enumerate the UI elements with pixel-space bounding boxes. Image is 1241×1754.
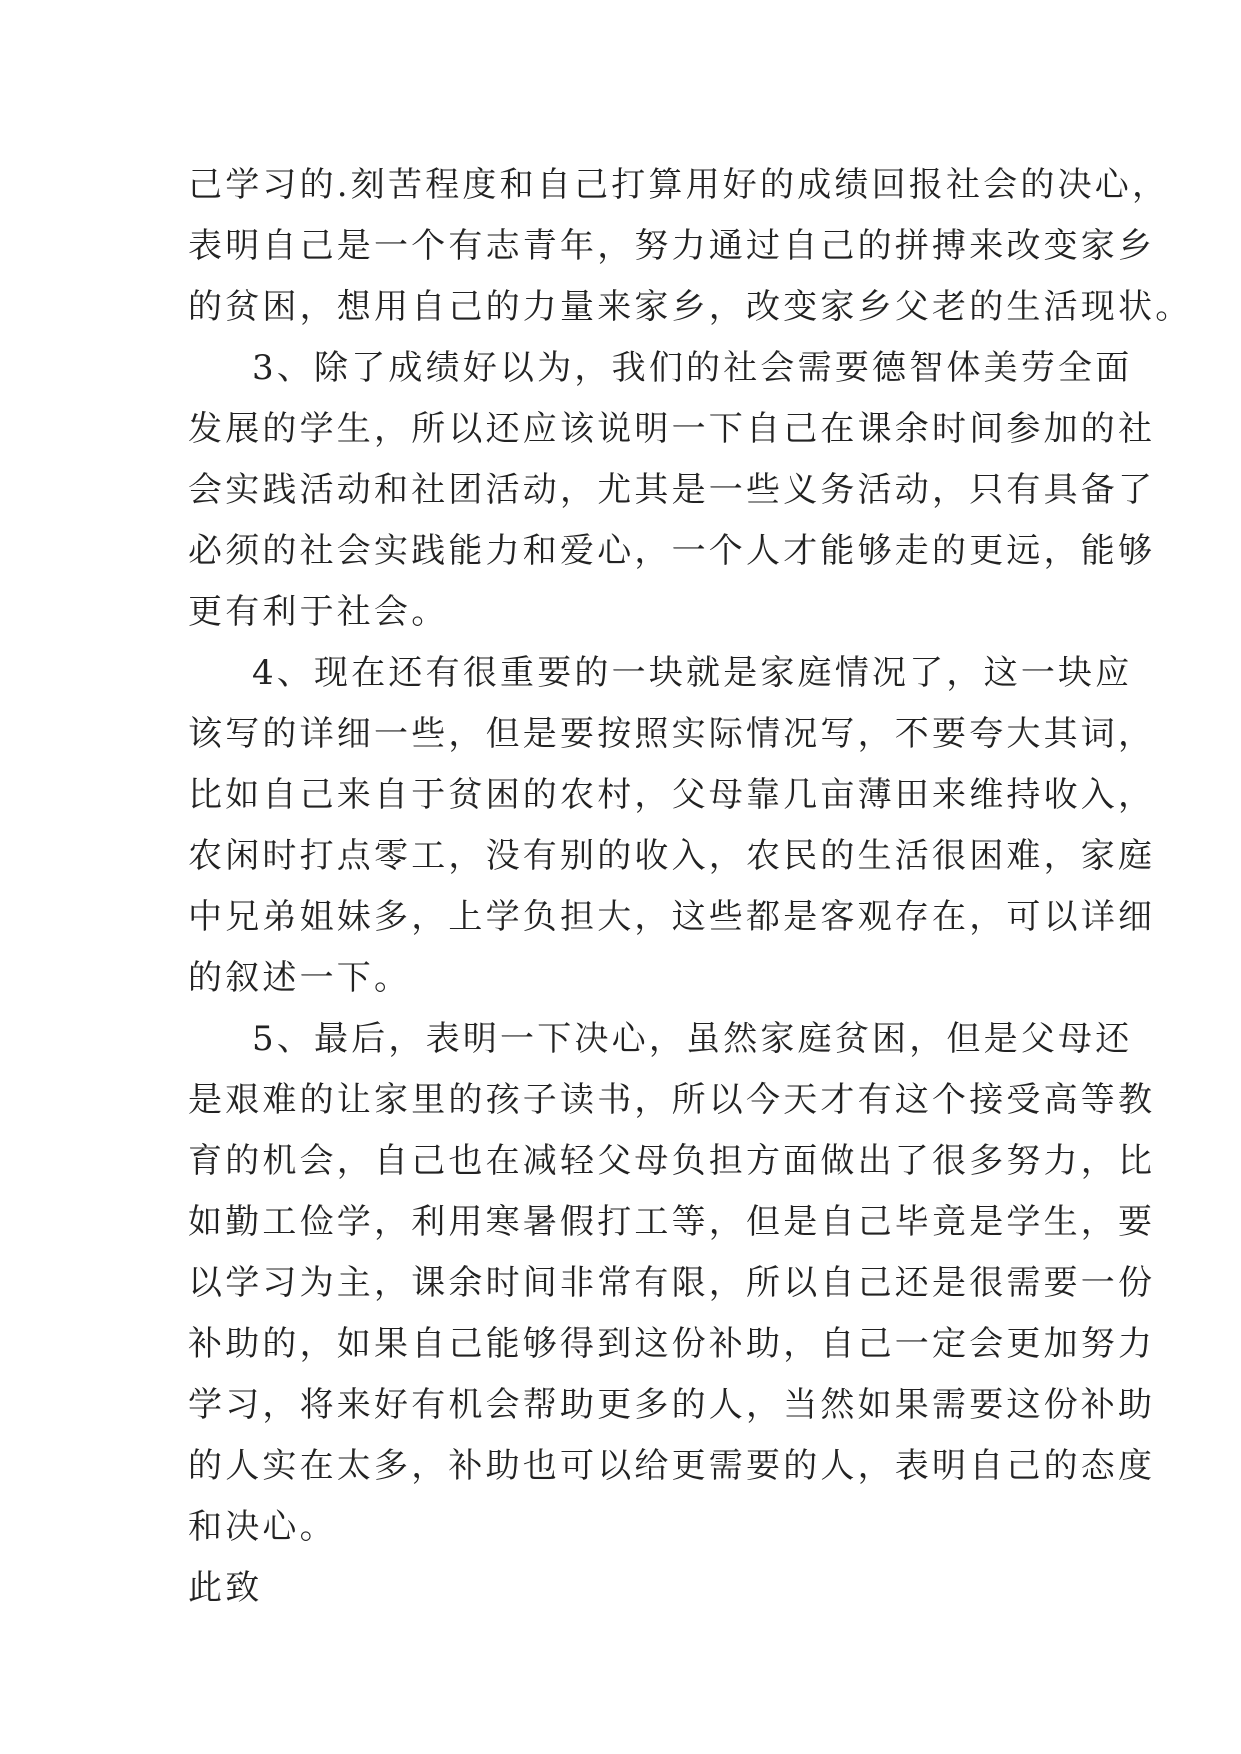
paragraph-line: 比如自己来自于贫困的农村，父母靠几亩薄田来维持收入，: [188, 775, 1156, 815]
paragraph-line: 和决心。: [188, 1507, 337, 1547]
paragraph-line: 该写的详细一些，但是要按照实际情况写，不要夸大其词，: [188, 714, 1156, 754]
closing-salutation: 此致: [188, 1568, 263, 1608]
document-body: [188, 155, 1193, 1619]
paragraph-4-first-line: 4、现在还有很重要的一块就是家庭情况了，这一块应: [252, 653, 1133, 693]
paragraph-line: 农闲时打点零工，没有别的收入，农民的生活很困难，家庭: [188, 836, 1156, 876]
paragraph-line: 的贫困，想用自己的力量来家乡，改变家乡父老的生活现状。: [188, 287, 1193, 327]
paragraph-line: 的叙述一下。: [188, 958, 412, 998]
paragraph-3-first-line: 3、除了成绩好以为，我们的社会需要德智体美劳全面: [252, 348, 1133, 388]
paragraph-line: 表明自己是一个有志青年，努力通过自己的拼搏来改变家乡: [188, 226, 1156, 266]
paragraph-line: 学习，将来好有机会帮助更多的人，当然如果需要这份补助: [188, 1385, 1156, 1425]
paragraph-line: 会实践活动和社团活动，尤其是一些义务活动，只有具备了: [188, 470, 1156, 510]
paragraph-5-first-line: 5、最后，表明一下决心，虽然家庭贫困，但是父母还: [252, 1019, 1133, 1059]
paragraph-line: 育的机会，自己也在减轻父母负担方面做出了很多努力，比: [188, 1141, 1156, 1181]
paragraph-line: 的人实在太多，补助也可以给更需要的人，表明自己的态度: [188, 1446, 1156, 1486]
paragraph-line: 必须的社会实践能力和爱心，一个人才能够走的更远，能够: [188, 531, 1156, 571]
paragraph-line: 更有利于社会。: [188, 592, 449, 632]
paragraph-line: 发展的学生，所以还应该说明一下自己在课余时间参加的社: [188, 409, 1156, 449]
paragraph-line: 补助的，如果自己能够得到这份补助，自己一定会更加努力: [188, 1324, 1156, 1364]
paragraph-line: 是艰难的让家里的孩子读书，所以今天才有这个接受高等教: [188, 1080, 1156, 1120]
paragraph-line: 如勤工俭学，利用寒暑假打工等，但是自己毕竟是学生，要: [188, 1202, 1156, 1242]
paragraph-line: 中兄弟姐妹多，上学负担大，这些都是客观存在，可以详细: [188, 897, 1156, 937]
paragraph-line: 己学习的.刻苦程度和自己打算用好的成绩回报社会的决心，: [188, 165, 1170, 205]
paragraph-line: 以学习为主，课余时间非常有限，所以自己还是很需要一份: [188, 1263, 1156, 1303]
